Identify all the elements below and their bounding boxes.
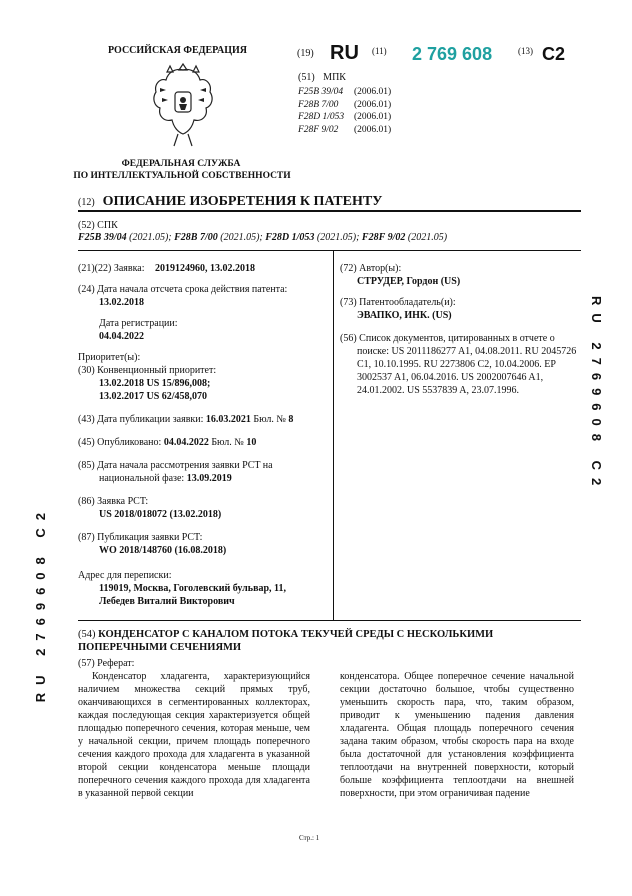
mpk-header — [298, 72, 346, 83]
left-bibliography — [78, 262, 330, 608]
code-19: (19) — [297, 48, 314, 59]
code-11: (11) — [372, 46, 387, 56]
country-code: RU — [330, 42, 359, 64]
pct-publication-value: WO 2018/148760 (16.08.2018) — [99, 545, 227, 556]
abstract-column-1: Конденсатор хладагента, характеризующийся наличием множества секций прямых труб, оканчивающихся в сегментированных коллекторах, каждая последующая секция характеризуется общей площадью поперечного сечения, которая меньше, чем у начальной секции, причем площадь поперечного сечения каждого прохода для хладагента в указанной второй секции конденсатора меньше площади поперечного сечения каждого прохода для хладагента в указанной первой секции — [78, 671, 310, 799]
patentee-field: (73) Патентообладатель(и): — [340, 297, 456, 308]
agency-line-1: ФЕДЕРАЛЬНАЯ СЛУЖБА — [121, 159, 241, 169]
ipc-row: F28B 7/00 (2006.01) — [298, 99, 392, 110]
pct-publication-field: (87) Публикация заявки PCT: — [78, 532, 203, 543]
code-13: (13) — [518, 46, 533, 56]
left-margin-number: RU 2769608 C2 — [33, 505, 48, 703]
pct-application-value: US 2018/018072 (13.02.2018) — [99, 509, 222, 520]
invention-title: (54) КОНДЕНСАТОР С КАНАЛОМ ПОТОКА ТЕКУЧЕЙ СРЕДЫ С НЕСКОЛЬКИМИ ПОПЕРЕЧНЫМИ СЕЧЕНИЯМИ — [78, 629, 494, 653]
ipc-row: F25B 39/04 (2006.01) — [298, 87, 392, 97]
ipc-row: F28D 1/053 (2006.01) — [298, 112, 392, 122]
bib-bottom-rule — [78, 620, 581, 621]
bib-column-divider — [333, 250, 334, 620]
ipc-row: F28F 9/02 (2006.01) — [298, 124, 392, 135]
coat-of-arms-emblem — [148, 58, 218, 150]
title-rule — [78, 210, 581, 212]
abstract-header: (57) Реферат: — [78, 658, 135, 669]
registration-label: Дата регистрации: — [99, 318, 178, 329]
right-bibliography — [340, 262, 578, 397]
term-start-field: (24) Дата начала отсчета срока действия патента: — [78, 284, 288, 295]
publication-field: (43) Дата публикации заявки: 16.03.2021 Бюл. № 8 — [78, 414, 294, 425]
application-field: (21)(22) Заявка: 2019124960, 13.02.2018 — [78, 263, 256, 274]
authors-field: (72) Автор(ы): — [340, 263, 402, 274]
published-field: (45) Опубликовано: 04.04.2022 Бюл. № 10 — [78, 437, 257, 448]
ipc-list — [298, 86, 391, 136]
agency-line-2: ПО ИНТЕЛЛЕКТУАЛЬНОЙ СОБСТВЕННОСТИ — [73, 171, 291, 181]
bib-top-rule — [78, 250, 581, 251]
agency-name — [73, 158, 291, 182]
mpk-code: (51) — [298, 72, 315, 83]
priority-sublabel: (30) Конвенционный приоритет: — [78, 365, 217, 376]
spk-list: F25B 39/04 (2021.05); F28B 7/00 (2021.05); F28D 1/053 (2021.05); F28F 9/02 (2021.05) — [78, 232, 448, 243]
address-line-2: Лебедев Виталий Викторович — [99, 596, 235, 607]
patentee-value: ЭВАПКО, ИНК. (US) — [357, 310, 452, 321]
address-line-1: 119019, Москва, Гоголевский бульвар, 11, — [99, 583, 286, 594]
right-margin-number: RU 2769608 C2 — [589, 296, 604, 494]
page-number: Стр.: 1 — [299, 834, 320, 842]
priority-line-1: 13.02.2018 US 15/896,008; — [99, 378, 211, 389]
priority-line-2: 13.02.2017 US 62/458,070 — [99, 391, 208, 402]
priority-label: Приоритет(ы): — [78, 352, 141, 363]
authors-value: СТРУДЕР, Гордон (US) — [357, 276, 461, 287]
country-name: РОССИЙСКАЯ ФЕДЕРАЦИЯ — [108, 45, 248, 56]
kind-code: C2 — [542, 44, 566, 64]
address-label: Адрес для переписки: — [78, 570, 172, 581]
patent-number: 2 769 608 — [412, 44, 493, 64]
abstract-column-2: конденсатора. Общее поперечное сечение начальной секции достаточно большое, чтобы существенно уменьшить скорость пара, что, таким образом, приводит к уменьшению падения давления хладагента. Общая площадь поперечного сечения задана таким образом, чтобы скорость пара на входе была достаточной для установления коэффициента теплоотдачи на внутренней поверхности, который больше коэффициента теплоотдачи на внешней поверхности, при этом ограничивая падение — [340, 671, 574, 799]
term-start-value: 13.02.2018 — [99, 297, 144, 308]
registration-value: 04.04.2022 — [99, 331, 144, 342]
pct-national-phase-field: (85) Дата начала рассмотрения заявки PCT на национальной фазе: 13.09.2019 — [78, 460, 273, 484]
mpk-label: МПК — [323, 72, 346, 83]
pct-application-field: (86) Заявка PCT: — [78, 496, 149, 507]
document-title: (12) ОПИСАНИЕ ИЗОБРЕТЕНИЯ К ПАТЕНТУ — [78, 194, 383, 209]
cited-documents: (56) Список документов, цитированных в отчете о поиске: US 2011186277 A1, 04.08.2011. RU 2045726 C1, 10.10.1995. RU 2273806 C2, 10.04.2006. EP 3002537 A1, 06.04.2016. US 2002007646 A1, 24.01.2002. US 5537839 A, 23.07.1996. — [340, 333, 577, 396]
spk-header: (52) СПК — [78, 220, 118, 231]
